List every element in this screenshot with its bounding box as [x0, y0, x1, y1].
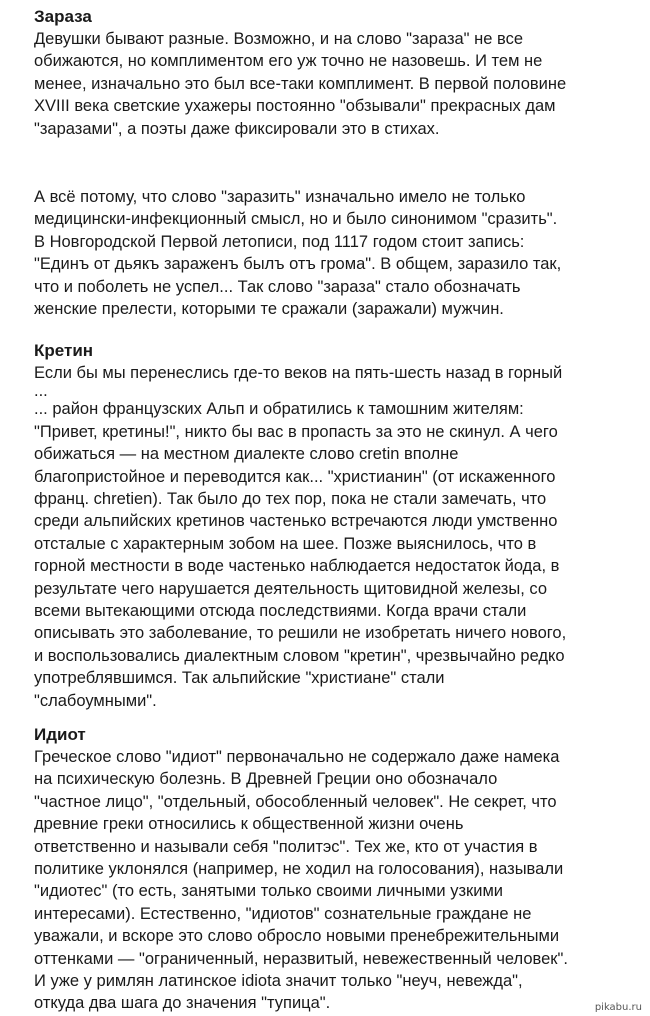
section-heading: Идиот	[34, 725, 86, 744]
text-line: "слабоумными".	[34, 691, 157, 710]
text-line: оттенками — "ограниченный, неразвитый, невежественный человек".	[34, 949, 568, 968]
paragraph	[34, 28, 614, 140]
text-line: откуда два шага до значения "тупица".	[34, 994, 331, 1013]
text-line: описывать это заболевание, то решили не изобретать ничего нового,	[34, 624, 567, 643]
text-line: древние греки относились к общественной жизни очень	[34, 815, 464, 834]
text-line: ... район французских Альп и обратились к тамошним жителям:	[34, 400, 524, 419]
section-zaraza-continued	[34, 186, 614, 320]
text-line: В Новгородской Первой летописи, под 1117 годом стоит запись:	[34, 232, 525, 251]
text-line: ответственно и называли себя "политэс". Тех же, кто от участия в	[34, 837, 538, 856]
text-line: А всё потому, что слово "заразить" изначально имело не только	[34, 188, 526, 206]
text-line: Греческое слово "идиот" первоначально не содержало даже намека	[34, 748, 560, 766]
text-line: обижаются, но комплиментом его уж точно не назовешь. И тем не	[34, 52, 543, 71]
section-zaraza	[34, 6, 614, 140]
text-line: результате чего нарушается деятельность щитовидной железы, со	[34, 579, 548, 598]
paragraph	[34, 362, 614, 712]
text-line: франц. chretien). Так было до тех пор, пока не стали замечать, что	[34, 490, 547, 509]
text-line: и воспользовались диалектным словом "кретин", чрезвычайно редко	[34, 646, 565, 665]
text-line: женские прелести, которыми те сражали (заражали) мужчин.	[34, 300, 504, 319]
text-line: ...	[34, 382, 48, 401]
text-line: "заразами", а поэты даже фиксировали это в стихах.	[34, 119, 440, 138]
text-line: интересами). Естественно, "идиотов" сознательные граждане не	[34, 904, 532, 923]
text-line: среди альпийских кретинов частенько встречаются люди умственно	[34, 512, 558, 531]
text-line: И уже у римлян латинское idiota значит только "неуч, невежда",	[34, 972, 523, 991]
section-heading: Кретин	[34, 341, 94, 360]
section-kretin	[34, 340, 614, 712]
text-line: горной местности в воде частенько наблюдается недостаток йода, в	[34, 557, 560, 576]
watermark: pikabu.ru	[594, 1002, 642, 1013]
text-line: на психическую болезнь. В Древней Греции оно обозначало	[34, 770, 498, 789]
text-line: "Единъ от дьякъ зараженъ былъ отъ грома". В общем, заразило так,	[34, 255, 562, 274]
text-line: обижаться — на местном диалекте слово cretin вполне	[34, 445, 459, 464]
section-heading: Зараза	[34, 7, 92, 26]
text-line: "Привет, кретины!", никто бы вас в пропасть за это не скинул. А чего	[34, 422, 558, 441]
text-line: политике уклонялся (например, не ходил на голосования), называли	[34, 860, 564, 879]
text-line: XVIII века светские ухажеры постоянно "обзывали" прекрасных дам	[34, 97, 556, 116]
text-line: отсталые с характерным зобом на шее. Позже выяснилось, что в	[34, 534, 537, 553]
text-line: "частное лицо", "отдельный, обособленный человек". Не секрет, что	[34, 792, 557, 811]
text-line: медицински-инфекционный смысл, но и было синонимом "сразить".	[34, 210, 558, 229]
text-line: менее, изначально это был все-таки комплимент. В первой половине	[34, 74, 567, 93]
text-line: всеми вытекающими отсюда последствиями. Когда врачи стали	[34, 602, 527, 621]
text-line: уважали, и вскоре это слово обросло новыми пренебрежительными	[34, 927, 560, 946]
section-idiot	[34, 724, 614, 1015]
text-line: благопристойное и переводится как... "христианин" (от искаженного	[34, 467, 556, 486]
text-line: что и поболеть не успел... Так слово "зараза" стало обозначать	[34, 277, 521, 296]
text-line: употреблявшимся. Так альпийские "христиане" стали	[34, 669, 445, 688]
text-line: "идиотес" (то есть, занятыми только своими личными узкими	[34, 882, 504, 901]
text-line: Девушки бывают разные. Возможно, и на слово "зараза" не все	[34, 30, 524, 48]
text-line: Если бы мы перенеслись где-то веков на пять-шесть назад в горный	[34, 364, 563, 382]
paragraph	[34, 186, 614, 320]
paragraph	[34, 746, 614, 1015]
